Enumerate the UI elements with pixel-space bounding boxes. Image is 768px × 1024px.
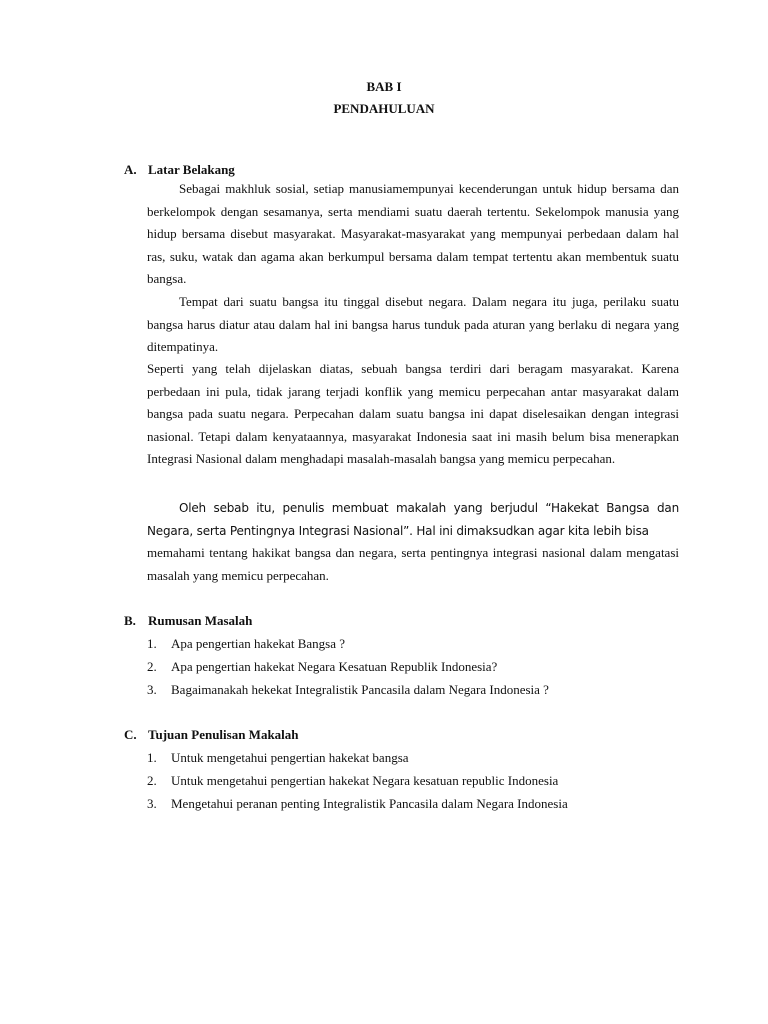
list-item [147,659,497,675]
section-b-letter: B. [124,613,136,628]
list-text: Apa pengertian hakekat Bangsa ? [171,636,345,651]
list-number: 3. [147,796,157,811]
chapter-title: PENDAHULUAN [333,101,435,116]
list-number: 3. [147,682,157,697]
list-item [147,750,409,766]
paragraph-2: Tempat dari suatu bangsa itu tinggal disebut negara. Dalam negara itu juga, perilaku suatu bangsa harus diatur atau dalam hal ini bangsa harus tunduk pada aturan yang berlaku di negara yang ditempatinya. [147,294,679,354]
section-b-title: Rumusan Masalah [148,613,253,628]
list-number: 2. [147,773,157,788]
list-number: 1. [147,750,157,765]
section-a-letter: A. [124,162,137,177]
section-c-title: Tujuan Penulisan Makalah [148,727,299,742]
chapter-label: BAB I [366,79,402,94]
paragraph-4: Oleh sebab itu, penulis membuat makalah yang berjudul “Hakekat Bangsa dan Negara, serta Pentingnya Integrasi Nasional”. Hal ini dimaksudkan agar kita lebih bisa [147,501,679,538]
list-item [147,682,549,698]
paragraph-5: memahami tentang hakikat bangsa dan negara, serta pentingnya integrasi nasional dalam mengatasi masalah yang memicu perpecahan. [147,545,679,583]
section-c-letter: C. [124,727,137,742]
list-number: 2. [147,659,157,674]
list-number: 1. [147,636,157,651]
paragraph-1: Sebagai makhluk sosial, setiap manusiamempunyai kecenderungan untuk hidup bersama dan berkelompok dengan sesamanya, serta mendiami suatu daerah tertentu. Sekelompok manusia yang hidup bersama disebut masyarakat. Masyarakat-masyarakat yang mempunyai perbedaan dalam hal ras, suku, watak dan agama akan berkumpul bersama dalam tempat tertentu akan membentuk suatu bangsa. [147,181,679,286]
list-text: Mengetahui peranan penting Integralistik Pancasila dalam Negara Indonesia [171,796,568,811]
list-item [147,773,558,789]
list-item [147,796,568,812]
list-text: Apa pengertian hakekat Negara Kesatuan Republik Indonesia? [171,659,498,674]
section-b-heading [124,613,252,629]
list-text: Untuk mengetahui pengertian hakekat Negara kesatuan republic Indonesia [171,773,559,788]
paragraph-3: Seperti yang telah dijelaskan diatas, sebuah bangsa terdiri dari beragam masyarakat. Karena perbedaan ini pula, tidak jarang terjadi konflik yang memicu perpecahan antar masyarakat dalam bangsa pada suatu negara. Perpecahan dalam suatu bangsa ini dapat diselesaikan dengan integrasi nasional. Tetapi dalam kenyataannya, masyarakat Indonesia saat ini masih belum bisa menerapkan Integrasi Nasional dalam menghadapi masalah-masalah bangsa yang memicu perpecahan. [147,361,679,466]
list-item [147,636,345,652]
section-a-title: Latar Belakang [148,162,235,177]
list-text: Untuk mengetahui pengertian hakekat bangsa [171,750,409,765]
list-text: Bagaimanakah hekekat Integralistik Pancasila dalam Negara Indonesia ? [171,682,549,697]
section-a-heading [124,162,235,178]
section-c-heading [124,727,299,743]
